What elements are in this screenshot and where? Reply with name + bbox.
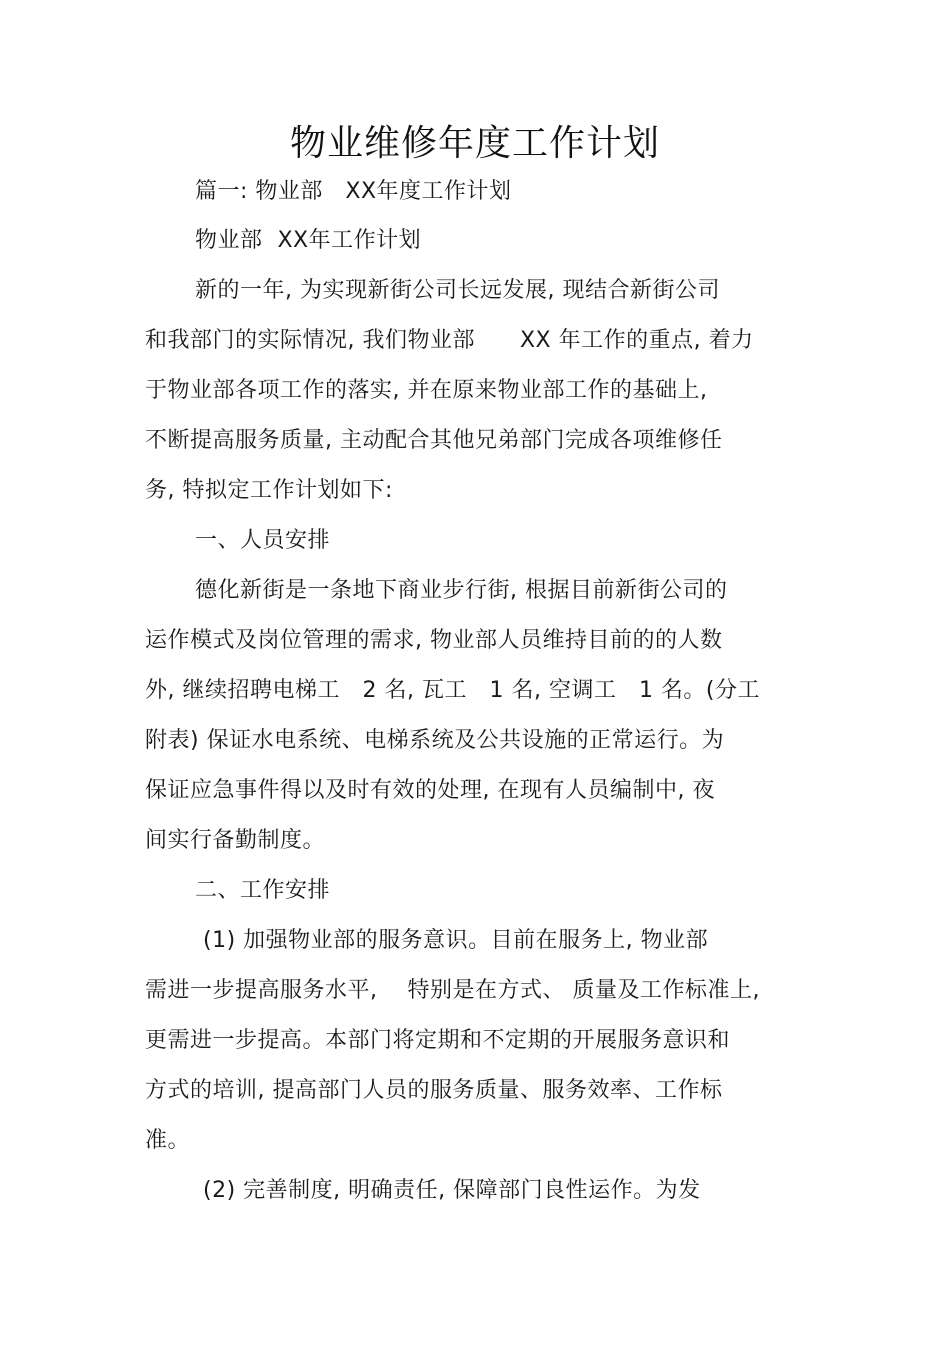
text-line: 物业部 XX年工作计划: [195, 228, 422, 253]
text-line: 附表) 保证水电系统、电梯系统及公共设施的正常运行。为: [145, 728, 725, 753]
text-line: 不断提高服务质量, 主动配合其他兄弟部门完成各项维修任: [145, 428, 723, 453]
text-line: 务, 特拟定工作计划如下:: [145, 478, 393, 503]
text-line: 准。: [145, 1128, 191, 1153]
text-line: 和我部门的实际情况, 我们物业部 XX 年工作的重点, 着力: [145, 328, 754, 353]
text-line: 保证应急事件得以及时有效的处理, 在现有人员编制中, 夜: [145, 778, 715, 803]
text-line: 运作模式及岗位管理的需求, 物业部人员维持目前的的人数: [145, 628, 723, 653]
text-line: 篇一: 物业部 XX年度工作计划: [195, 179, 512, 204]
text-line: 德化新街是一条地下商业步行街, 根据目前新街公司的: [195, 578, 728, 603]
text-line: 于物业部各项工作的落实, 并在原来物业部工作的基础上,: [145, 378, 708, 403]
text-line: 方式的培训, 提高部门人员的服务质量、服务效率、工作标: [145, 1078, 723, 1103]
text-line: (2) 完善制度, 明确责任, 保障部门良性运作。为发: [203, 1178, 701, 1203]
text-line: 新的一年, 为实现新街公司长远发展, 现结合新街公司: [195, 278, 720, 303]
text-line: 间实行备勤制度。: [145, 828, 326, 853]
text-line: 需进一步提高服务水平, 特别是在方式、 质量及工作标准上,: [145, 978, 760, 1003]
text-line: (1) 加强物业部的服务意识。目前在服务上, 物业部: [203, 928, 709, 953]
section-heading: 一、人员安排: [195, 528, 331, 553]
document-title: 物业维修年度工作计划: [289, 123, 660, 164]
section-heading: 二、工作安排: [195, 878, 331, 903]
text-line: 更需进一步提高。本部门将定期和不定期的开展服务意识和: [145, 1028, 731, 1053]
text-line: 外, 继续招聘电梯工 2 名, 瓦工 1 名, 空调工 1 名。(分工: [145, 678, 761, 703]
